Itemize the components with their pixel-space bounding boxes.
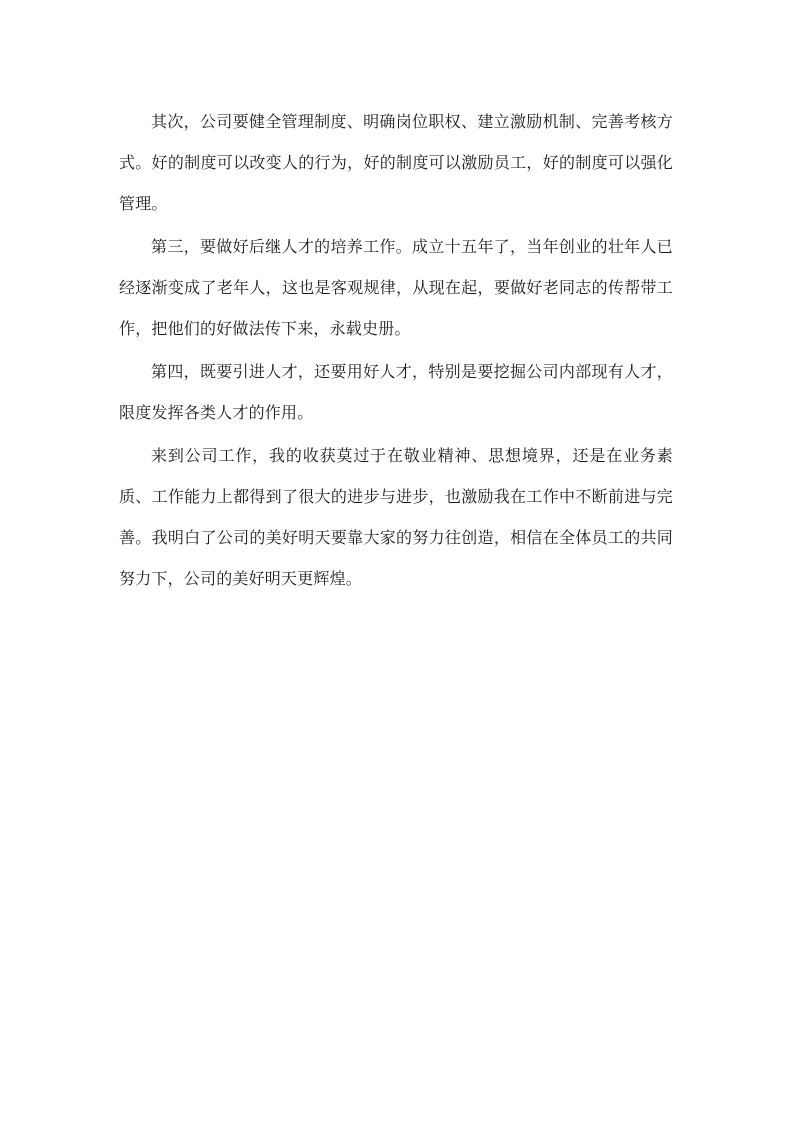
paragraph-management-system: 其次，公司要健全管理制度、明确岗位职权、建立激励机制、完善考核方式。好的制度可以改变人的行为，好的制度可以激励员工，好的制度可以强化管理。 — [119, 112, 673, 213]
paragraph-talent-use: 第四，既要引进人才，还要用好人才，特别是要挖掘公司内部现有人才，限度发挥各类人才的作用。 — [119, 362, 673, 422]
paragraph-talent-succession: 第三，要做好后继人才的培养工作。成立十五年了，当年创业的壮年人已经逐渐变成了老年人，这也是客观规律，从现在起，要做好老同志的传帮带工作，把他们的好做法传下来，永载史册。 — [119, 237, 673, 338]
paragraph-personal-gains: 来到公司工作，我的收获莫过于在敬业精神、思想境界，还是在业务素质、工作能力上都得到了很大的进步与进步，也激励我在工作中不断前进与完善。我明白了公司的美好明天要靠大家的努力往创造，相信在全体员工的共同努力下，公司的美好明天更辉煌。 — [119, 446, 673, 588]
document-body — [119, 101, 673, 601]
